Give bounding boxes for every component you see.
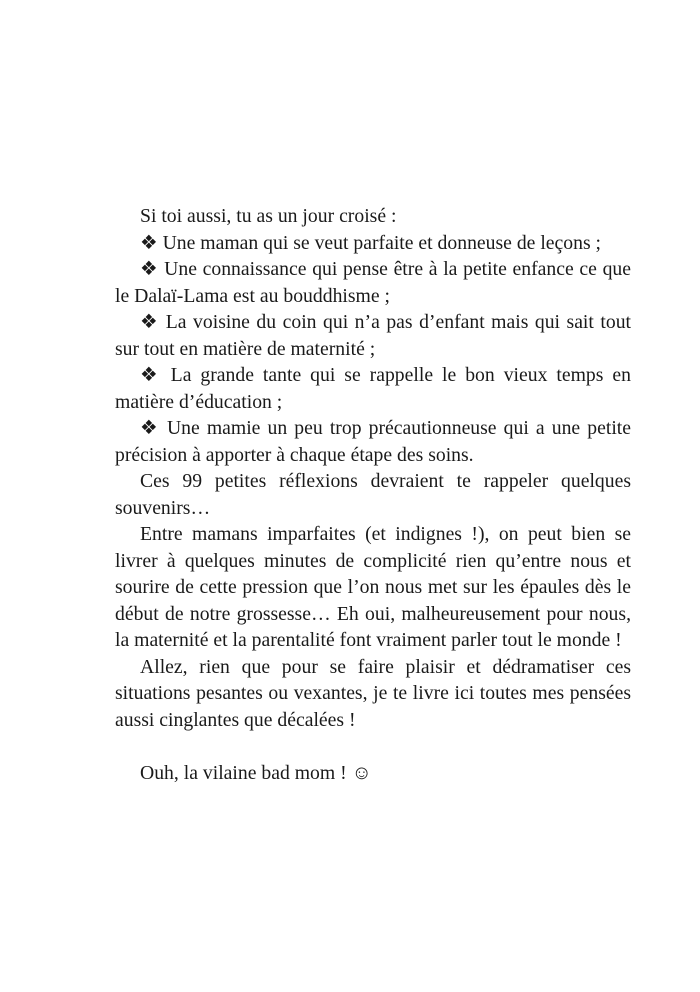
closing-paragraph-text: Ouh, la vilaine bad mom ! bbox=[140, 761, 347, 784]
allez-paragraph bbox=[115, 654, 631, 734]
bullet-item-connaissance bbox=[115, 256, 631, 309]
bullet-item-text: La grande tante qui se rappelle le bon vieux temps en matière d’éducation ; bbox=[115, 364, 631, 413]
bullet-item-text: Une mamie un peu trop précautionneuse qui a une petite précision à apporter à chaque étape des soins. bbox=[115, 417, 631, 466]
intro-paragraph-text: Si toi aussi, tu as un jour croisé : bbox=[140, 205, 397, 227]
bullet-item-mamie bbox=[115, 415, 631, 468]
complicite-paragraph bbox=[115, 521, 631, 654]
complicite-paragraph-text: Entre mamans imparfaites (et indignes !), on peut bien se livrer à quelques minutes de complicité rien qu’entre nous et sourire de cette pression que l’on nous met sur les épaules dès le début de notre grossesse… Eh oui, malheureusement pour nous, la maternité et la parentalité font vraiment parler tout le monde ! bbox=[115, 523, 631, 651]
allez-paragraph-text: Allez, rien que pour se faire plaisir et dédramatiser ces situations pesantes ou vexantes, je te livre ici toutes mes pensées aussi cinglantes que décalées ! bbox=[115, 655, 631, 731]
diamond-bullet-icon: ❖ bbox=[140, 258, 159, 280]
bullet-item-voisine bbox=[115, 309, 631, 362]
intro-paragraph bbox=[115, 203, 631, 230]
bullet-item-maman bbox=[115, 230, 631, 257]
diamond-bullet-icon: ❖ bbox=[140, 231, 158, 254]
closing-paragraph bbox=[115, 760, 631, 787]
bullet-item-text: La voisine du coin qui n’a pas d’enfant mais qui sait tout sur tout en matière de maternité ; bbox=[115, 311, 632, 360]
bullet-item-text: Une maman qui se veut parfaite et donneuse de leçons ; bbox=[162, 231, 602, 254]
page-text-block bbox=[115, 203, 631, 786]
diamond-bullet-icon: ❖ bbox=[140, 417, 160, 439]
diamond-bullet-icon: ❖ bbox=[140, 311, 160, 333]
smiley-icon: ☺ bbox=[351, 761, 372, 784]
diamond-bullet-icon: ❖ bbox=[140, 364, 162, 386]
reflexions-paragraph bbox=[115, 468, 631, 521]
bullet-item-grande-tante bbox=[115, 362, 631, 415]
reflexions-paragraph-text: Ces 99 petites réflexions devraient te rappeler quelques souvenirs… bbox=[115, 470, 631, 519]
bullet-item-text: Une connaissance qui pense être à la petite enfance ce que le Dalaï-Lama est au bouddhisme ; bbox=[115, 258, 632, 307]
